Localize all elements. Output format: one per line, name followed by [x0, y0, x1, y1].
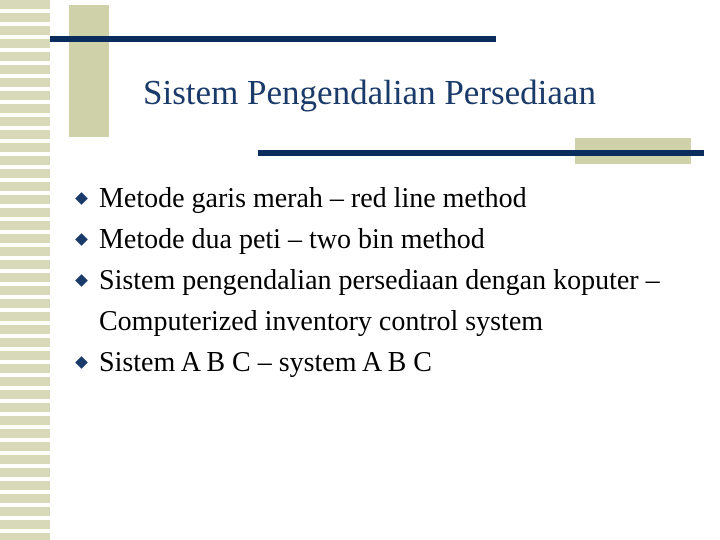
- bullet-item: [77, 219, 677, 260]
- bullet-text: Metode dua peti – two bin method: [99, 224, 485, 255]
- bullet-text: Sistem A B C – system A B C: [99, 347, 432, 378]
- decorative-striped-sidebar: [0, 0, 52, 540]
- bullet-item: [77, 342, 677, 383]
- diamond-bullet-icon: [75, 192, 88, 205]
- title-rule-top: [50, 36, 496, 42]
- bullet-item: [77, 178, 677, 219]
- bullet-item: [77, 260, 677, 342]
- slide-title: Sistem Pengendalian Persediaan: [143, 73, 596, 112]
- diamond-bullet-icon: [75, 233, 88, 246]
- diamond-bullet-icon: [75, 274, 88, 287]
- bullet-list: [77, 178, 677, 383]
- diamond-bullet-icon: [75, 356, 88, 369]
- title-rule-bottom: [258, 150, 704, 156]
- bullet-text: Sistem pengendalian persediaan dengan koputer – Computerized inventory control system: [99, 265, 660, 337]
- sidebar-divider: [50, 0, 52, 540]
- bullet-text: Metode garis merah – red line method: [99, 183, 527, 214]
- title-accent-block-top: [69, 5, 109, 137]
